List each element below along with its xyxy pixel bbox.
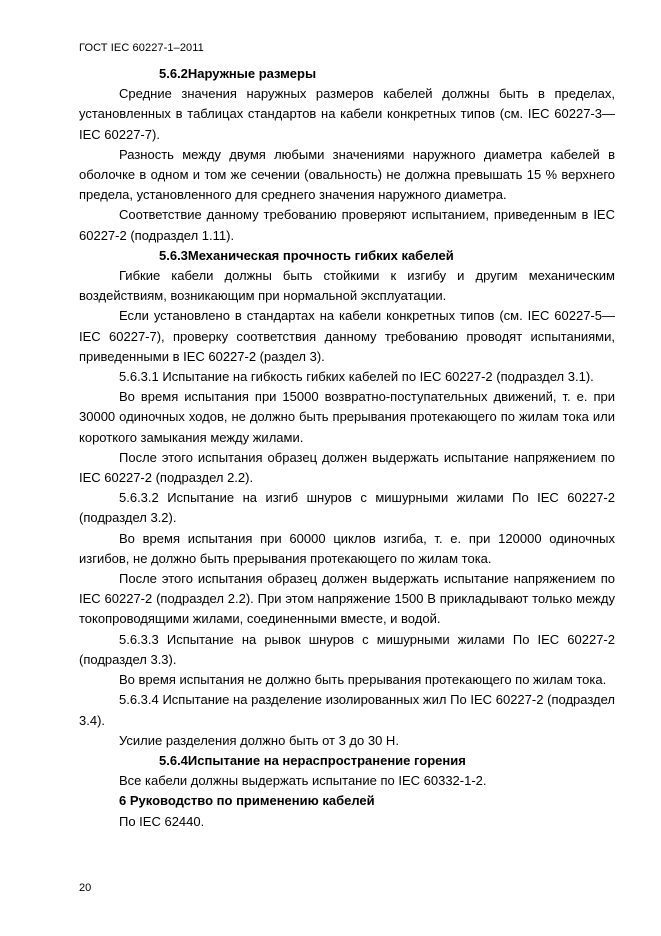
document-header: ГОСТ IEC 60227-1–2011	[79, 42, 204, 54]
paragraph: 5.6.3.3 Испытание на рывок шнуров с мишурными жилами По IEC 60227-2 (подраздел 3.3).	[79, 631, 615, 667]
paragraph: 5.6.3.1 Испытание на гибкость гибких кабелей по IEC 60227-2 (подраздел 3.1).	[119, 369, 594, 385]
section-title: Наружные размеры	[187, 66, 317, 81]
section-heading-5-6-3	[79, 246, 615, 266]
paragraph: Усилие разделения должно быть от 3 до 30 Н.	[119, 732, 399, 748]
section-number: 5.6.4	[159, 752, 188, 768]
paragraph: Во время испытания при 60000 циклов изгиба, т. е. при 120000 одиночных изгибов, не должно быть прерывания протекающего по жилам тока.	[79, 530, 615, 566]
section-title: Испытание на нераспространение горения	[187, 752, 466, 768]
paragraph: Если установлено в стандартах на кабели конкретных типов (см. IEC 60227-5—IEC 60227-7), проверку соответствия данному требованию проводят испытаниями, приведенными в IEC 60227-2 (раздел 3).	[79, 308, 615, 364]
paragraph: Все кабели должны выдержать испытание по IEC 60332-1-2.	[119, 773, 487, 789]
document-body	[79, 64, 615, 832]
paragraph: Во время испытания не должно быть прерывания протекающего по жилам тока.	[119, 672, 607, 688]
paragraph: По IEC 62440.	[119, 813, 205, 829]
paragraph: Гибкие кабели должны быть стойкими к изгибу и другим механическим воздействиям, возникающим при нормальной эксплуатации.	[79, 268, 615, 304]
paragraph: Во время испытания при 15000 возвратно-поступательных движений, т. е. при 30000 одиночных ходов, не должно быть прерывания протекающего по жилам тока или короткого замыкания между жилами.	[79, 389, 615, 445]
section-heading-5-6-2	[79, 64, 615, 84]
paragraph: После этого испытания образец должен выдержать испытание напряжением по IEC 60227-2 (подраздел 2.2).	[79, 449, 615, 486]
paragraph: Разность между двумя любыми значениями наружного диаметра кабелей в оболочке в одном и том же сечении (овальность) не должна превышать 15 % верхнего предела, установленного для среднего значения наружного диаметра.	[79, 146, 615, 203]
paragraph: Средние значения наружных размеров кабелей должны быть в пределах, установленных в таблицах стандартов на кабели конкретных типов (см. IEC 60227-3—IEC 60227-7).	[79, 86, 615, 142]
section-number: 5.6.2	[159, 66, 188, 81]
paragraph: После этого испытания образец должен выдержать испытание напряжением по IEC 60227-2 (подраздел 2.2). При этом напряжение 1500 В прикладывают только между токопроводящими жилами, соединенными вместе, и водой.	[79, 571, 615, 627]
paragraph: Соответствие данному требованию проверяют испытанием, приведенным в IEC 60227-2 (подраздел 1.11).	[79, 207, 615, 243]
section-number: 5.6.3	[159, 247, 188, 263]
section-heading-6: 6 Руководство по применению кабелей	[119, 793, 375, 809]
paragraph: 5.6.3.2 Испытание на изгиб шнуров с мишурными жилами По IEC 60227-2 (подраздел 3.2).	[79, 490, 615, 526]
section-heading-5-6-4	[79, 751, 615, 771]
page-number: 20	[79, 882, 92, 894]
section-title: Механическая прочность гибких кабелей	[187, 247, 454, 263]
paragraph: 5.6.3.4 Испытание на разделение изолированных жил По IEC 60227-2 (подраздел 3.4).	[79, 692, 615, 728]
